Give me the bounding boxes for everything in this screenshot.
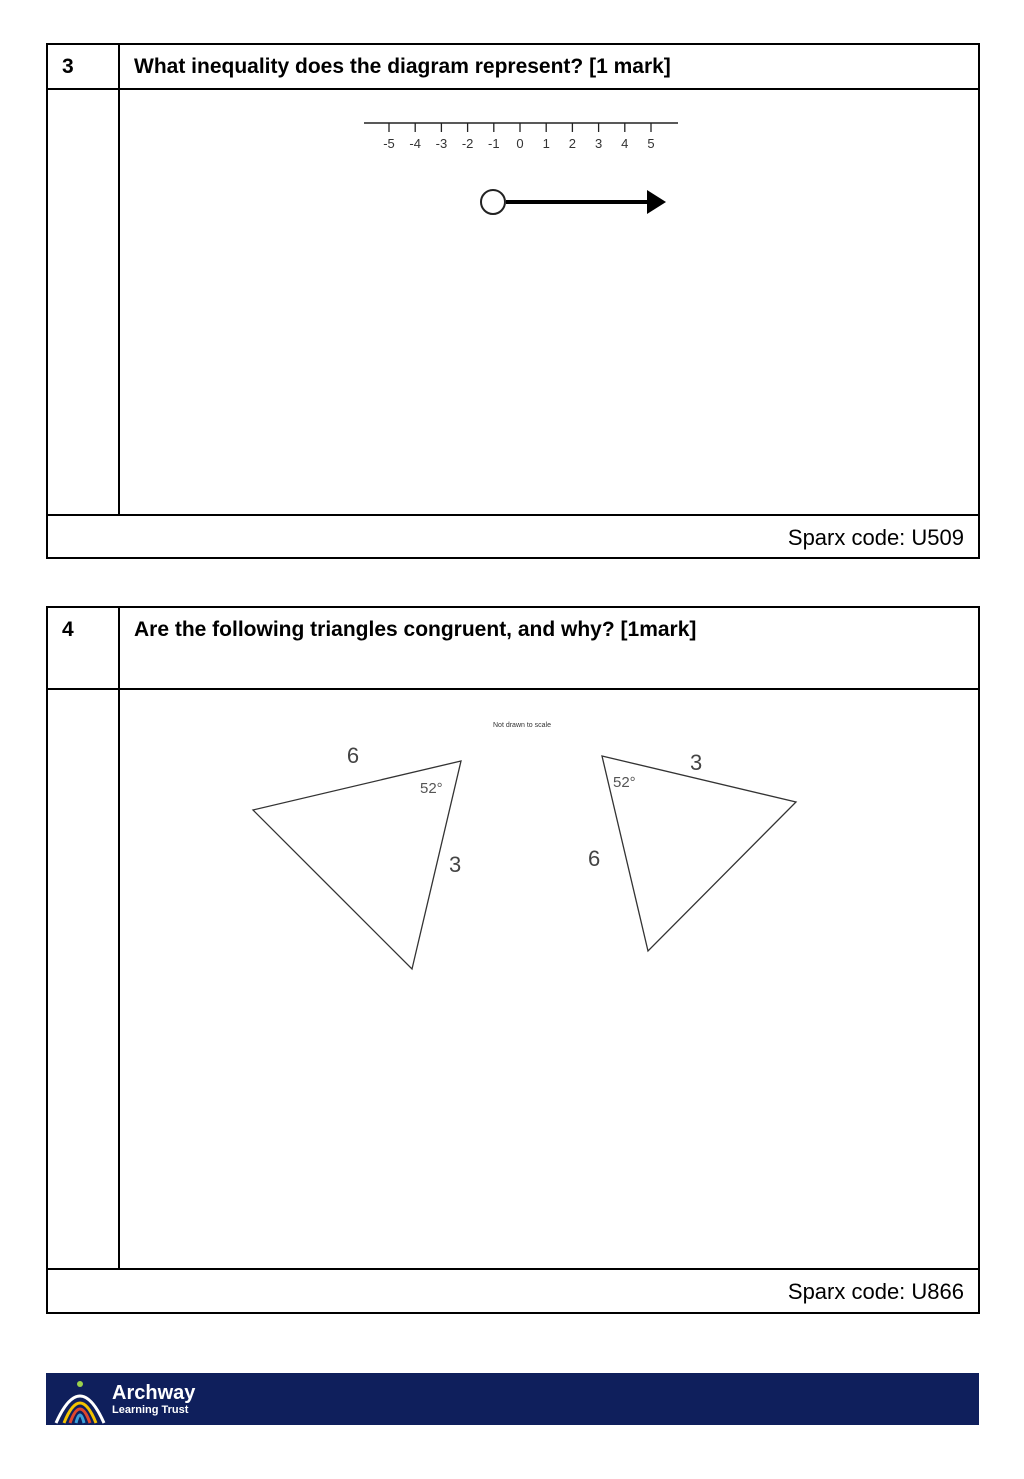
number-line-tick-label: 1 xyxy=(542,136,550,151)
open-circle-marker xyxy=(481,190,505,214)
number-line-tick-label: 3 xyxy=(594,136,603,151)
question-prompt: Are the following triangles congruent, and why? [1mark] xyxy=(134,618,697,641)
ray-arrowhead xyxy=(647,190,666,214)
number-line-tick-label: -1 xyxy=(488,136,500,151)
number-line-tick-label: 0 xyxy=(516,136,524,151)
triangle-b-side-6: 6 xyxy=(588,846,601,871)
brand-logo-text xyxy=(112,1383,195,1416)
number-line-tick-label: 4 xyxy=(621,136,629,151)
sparx-code: Sparx code: U866 xyxy=(787,1279,964,1304)
triangle-b-side-3: 3 xyxy=(690,750,703,775)
triangle-b-angle: 52° xyxy=(613,774,636,791)
question-4-work-area xyxy=(48,690,978,1270)
not-to-scale-note: Not drawn to scale xyxy=(493,722,551,729)
question-3-work-area xyxy=(48,90,978,516)
answer-area[interactable] xyxy=(120,690,978,1268)
triangles-diagram xyxy=(120,690,980,1270)
triangle-a-angle: 52° xyxy=(420,780,443,797)
question-number: 3 xyxy=(48,45,120,88)
sparx-code: Sparx code: U509 xyxy=(787,525,964,550)
archway-logo-icon xyxy=(50,1373,110,1425)
number-line-tick-label: -2 xyxy=(461,136,474,151)
question-4-header xyxy=(48,608,978,690)
triangle-a-side-6: 6 xyxy=(346,743,360,768)
number-line-ticks xyxy=(383,123,654,151)
brand-subtitle: Learning Trust xyxy=(112,1404,189,1416)
question-3-table xyxy=(46,43,980,559)
question-3-header xyxy=(48,45,978,90)
number-line-diagram xyxy=(120,90,980,516)
number-line-tick-label: 5 xyxy=(647,136,655,151)
question-number: 4 xyxy=(48,608,120,688)
footer-brand-bar xyxy=(46,1373,979,1425)
number-line-tick-label: -5 xyxy=(383,136,395,151)
triangle-a-side-3: 3 xyxy=(449,852,462,877)
question-4-table xyxy=(46,606,980,1314)
brand-name: Archway xyxy=(112,1382,196,1404)
question-prompt: What inequality does the diagram represent? [1 mark] xyxy=(134,55,671,78)
number-line-tick-label: -4 xyxy=(409,136,421,151)
number-line-tick-label: 2 xyxy=(568,136,577,151)
answer-area[interactable] xyxy=(120,90,978,514)
number-line-tick-label: -3 xyxy=(435,136,448,151)
